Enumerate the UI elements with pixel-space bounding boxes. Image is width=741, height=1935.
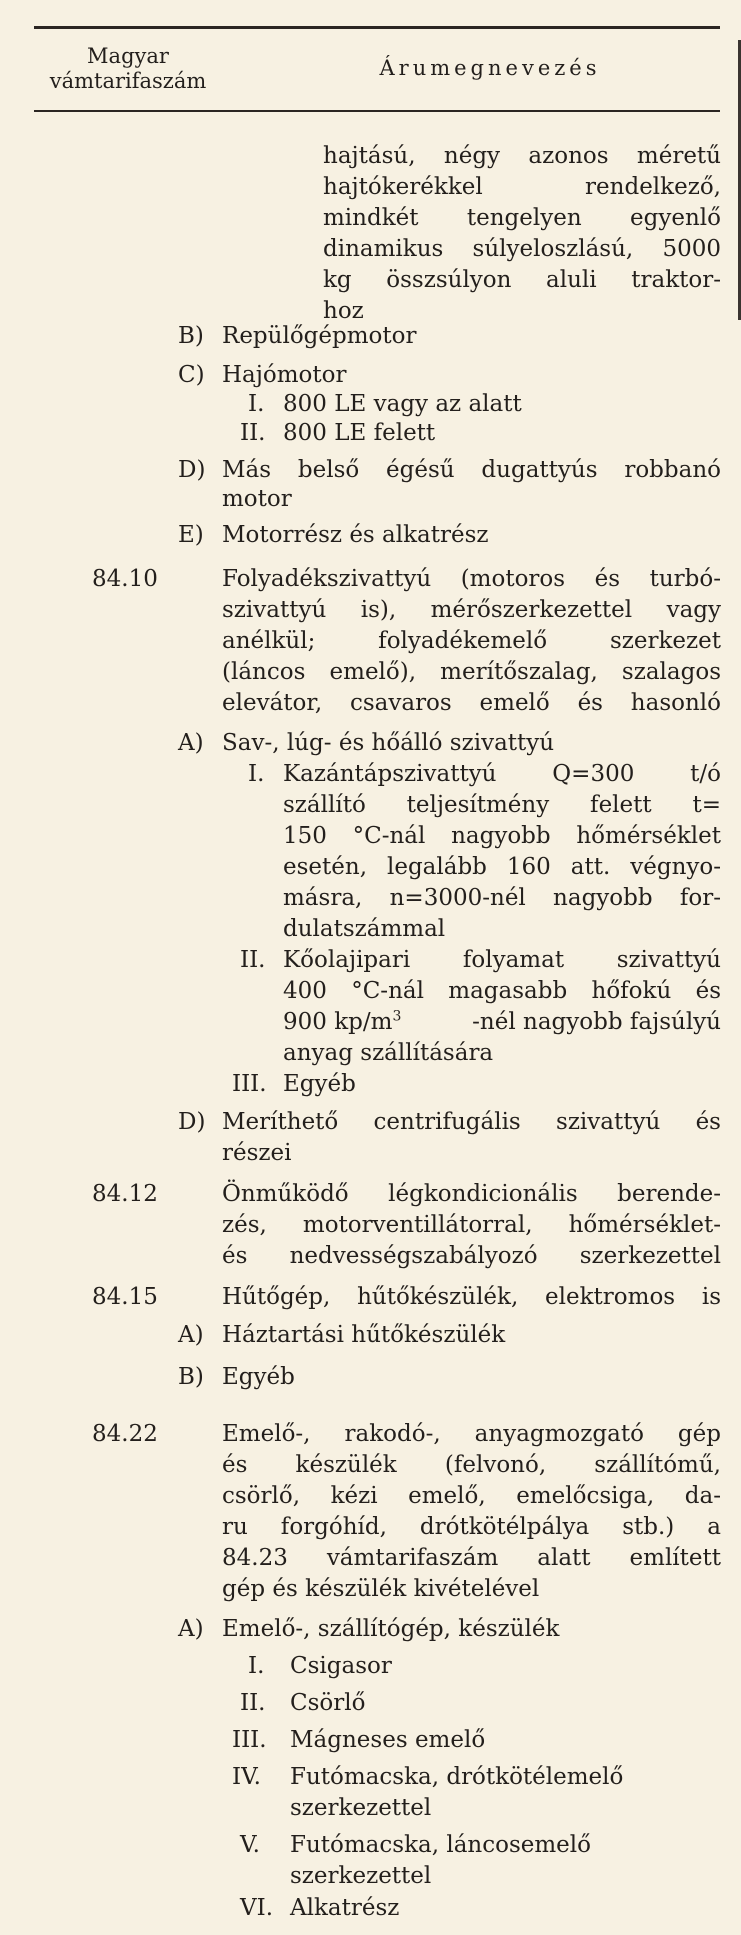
subitem-text: 400 °C-nál magasabb hőfokú és [283, 978, 721, 1004]
item-text: motor [222, 486, 292, 512]
continuation-line: hajtókerékkel rendelkező, [323, 174, 721, 200]
continuation-line: hoz [323, 298, 364, 324]
tariff-code: 84.10 [92, 566, 158, 592]
item-text: Emelő-, szállítógép, készülék [222, 1616, 560, 1642]
subitem-number: VI. [240, 1895, 274, 1921]
subitem-text: 800 LE felett [283, 420, 436, 446]
subitem-number: II. [240, 947, 266, 973]
subitem-text: Csigasor [290, 1653, 392, 1679]
subitem-text: Egyéb [283, 1071, 356, 1097]
subitem-text: Mágneses emelő [290, 1727, 486, 1753]
density-prefix: 900 $kp/m^3$ [283, 1008, 402, 1035]
subitem-number: II. [240, 420, 266, 446]
header-top-rule [34, 26, 720, 29]
item-text: Más belső égésű dugattyús robbanó [222, 457, 721, 483]
heading-line: ru forgóhíd, drótkötélpálya stb.) a [222, 1514, 721, 1540]
item-text: Egyéb [222, 1364, 295, 1390]
subitem-text: Futómacska, láncosemelő [290, 1832, 591, 1858]
item-letter: A) [178, 730, 204, 756]
heading-line: és készülék (felvonó, szállítómű, [222, 1452, 721, 1478]
item-letter: A) [178, 1322, 204, 1348]
subitem-number: III. [232, 1727, 267, 1753]
heading-line: gép és készülék kivételével [222, 1576, 540, 1602]
subitem-text: Futómacska, drótkötélemelő [290, 1764, 624, 1790]
subitem-number: II. [240, 1690, 266, 1716]
item-letter: B) [178, 1364, 204, 1390]
tariff-code: 84.22 [92, 1421, 158, 1447]
item-letter: D) [178, 1109, 206, 1135]
item-letter: E) [178, 522, 204, 548]
subitem-text: anyag szállítására [283, 1040, 494, 1066]
item-letter: A) [178, 1616, 204, 1642]
subitem-text: Kőolajipari folyamat szivattyú [283, 947, 721, 973]
subitem-number: I. [248, 391, 265, 417]
heading-line: Emelő-, rakodó-, anyagmozgató gép [222, 1421, 721, 1447]
subitem-text: szerkezettel [290, 1795, 432, 1821]
subitem-text: Alkatrész [290, 1895, 400, 1921]
subitem-text: Csörlő [290, 1690, 366, 1716]
item-text: Sav-, lúg- és hőálló szivattyú [222, 730, 555, 756]
item-letter: C) [178, 362, 205, 388]
item-letter: D) [178, 457, 206, 483]
subitem-text: esetén, legalább 160 att. végnyo- [283, 854, 721, 880]
subitem-number: IV. [232, 1764, 261, 1790]
header-description-column: Árumegnevezés [379, 56, 601, 80]
subitem-text: 800 LE vagy az alatt [283, 391, 522, 417]
subitem-number: I. [248, 761, 265, 787]
item-text: Repülőgépmotor [222, 323, 417, 349]
continuation-line: kg összsúlyon aluli traktor- [323, 267, 721, 293]
heading-line: és nedvességszabályozó szerkezettel [222, 1243, 721, 1269]
heading-line: anélkül; folyadékemelő szerkezet [222, 628, 721, 654]
subitem-number: III. [232, 1071, 267, 1097]
subitem-text [283, 1007, 721, 1038]
heading-line: szivattyú is), mérőszerkezettel vagy [222, 597, 721, 623]
continuation-line: mindkét tengelyen egyenlő [323, 205, 721, 231]
header-left-line2: vámtarifaszám [49, 69, 207, 93]
tariff-code: 84.12 [92, 1181, 158, 1207]
density-suffix: -nél nagyobb fajsúlyú [472, 1009, 721, 1035]
subitem-text: szállító teljesítmény felett t= [283, 792, 721, 818]
heading-line: elevátor, csavaros emelő és hasonló [222, 690, 721, 716]
item-text: Meríthető centrifugális szivattyú és [222, 1109, 721, 1135]
subitem-text: dulatszámmal [283, 916, 446, 942]
continuation-line: dinamikus súlyeloszlású, 5000 [323, 236, 721, 262]
heading-line: 84.23 vámtarifaszám alatt említett [222, 1545, 721, 1571]
header-left-line1: Magyar [87, 44, 169, 68]
heading-line: (láncos emelő), merítőszalag, szalagos [222, 659, 721, 685]
subitem-text: 150 °C-nál nagyobb hőmérséklet [283, 823, 721, 849]
item-text: Hajómotor [222, 362, 347, 388]
heading-line: Önműködő légkondicionális berende- [222, 1181, 721, 1207]
subitem-text: szerkezettel [290, 1863, 432, 1889]
subitem-text: másra, n=3000-nél nagyobb for- [283, 885, 721, 911]
continuation-line: hajtású, négy azonos méretű [323, 143, 721, 169]
subitem-text: Kazántápszivattyú Q=300 t/ó [283, 761, 721, 787]
header-code-column [34, 44, 222, 94]
subitem-number: I. [248, 1653, 265, 1679]
heading-line: Folyadékszivattyú (motoros és turbó- [222, 566, 721, 592]
item-letter: B) [178, 323, 204, 349]
item-text: Motorrész és alkatrész [222, 522, 489, 548]
heading-line: csörlő, kézi emelő, emelőcsiga, da- [222, 1483, 721, 1509]
tariff-code: 84.15 [92, 1284, 158, 1310]
header-bottom-rule [34, 110, 720, 112]
heading-line: zés, motorventillátorral, hőmérséklet- [222, 1212, 721, 1238]
heading-line: Hűtőgép, hűtőkészülék, elektromos is [222, 1284, 721, 1310]
item-text: Háztartási hűtőkészülék [222, 1322, 506, 1348]
subitem-number: V. [240, 1832, 260, 1858]
item-text: részei [222, 1140, 292, 1166]
